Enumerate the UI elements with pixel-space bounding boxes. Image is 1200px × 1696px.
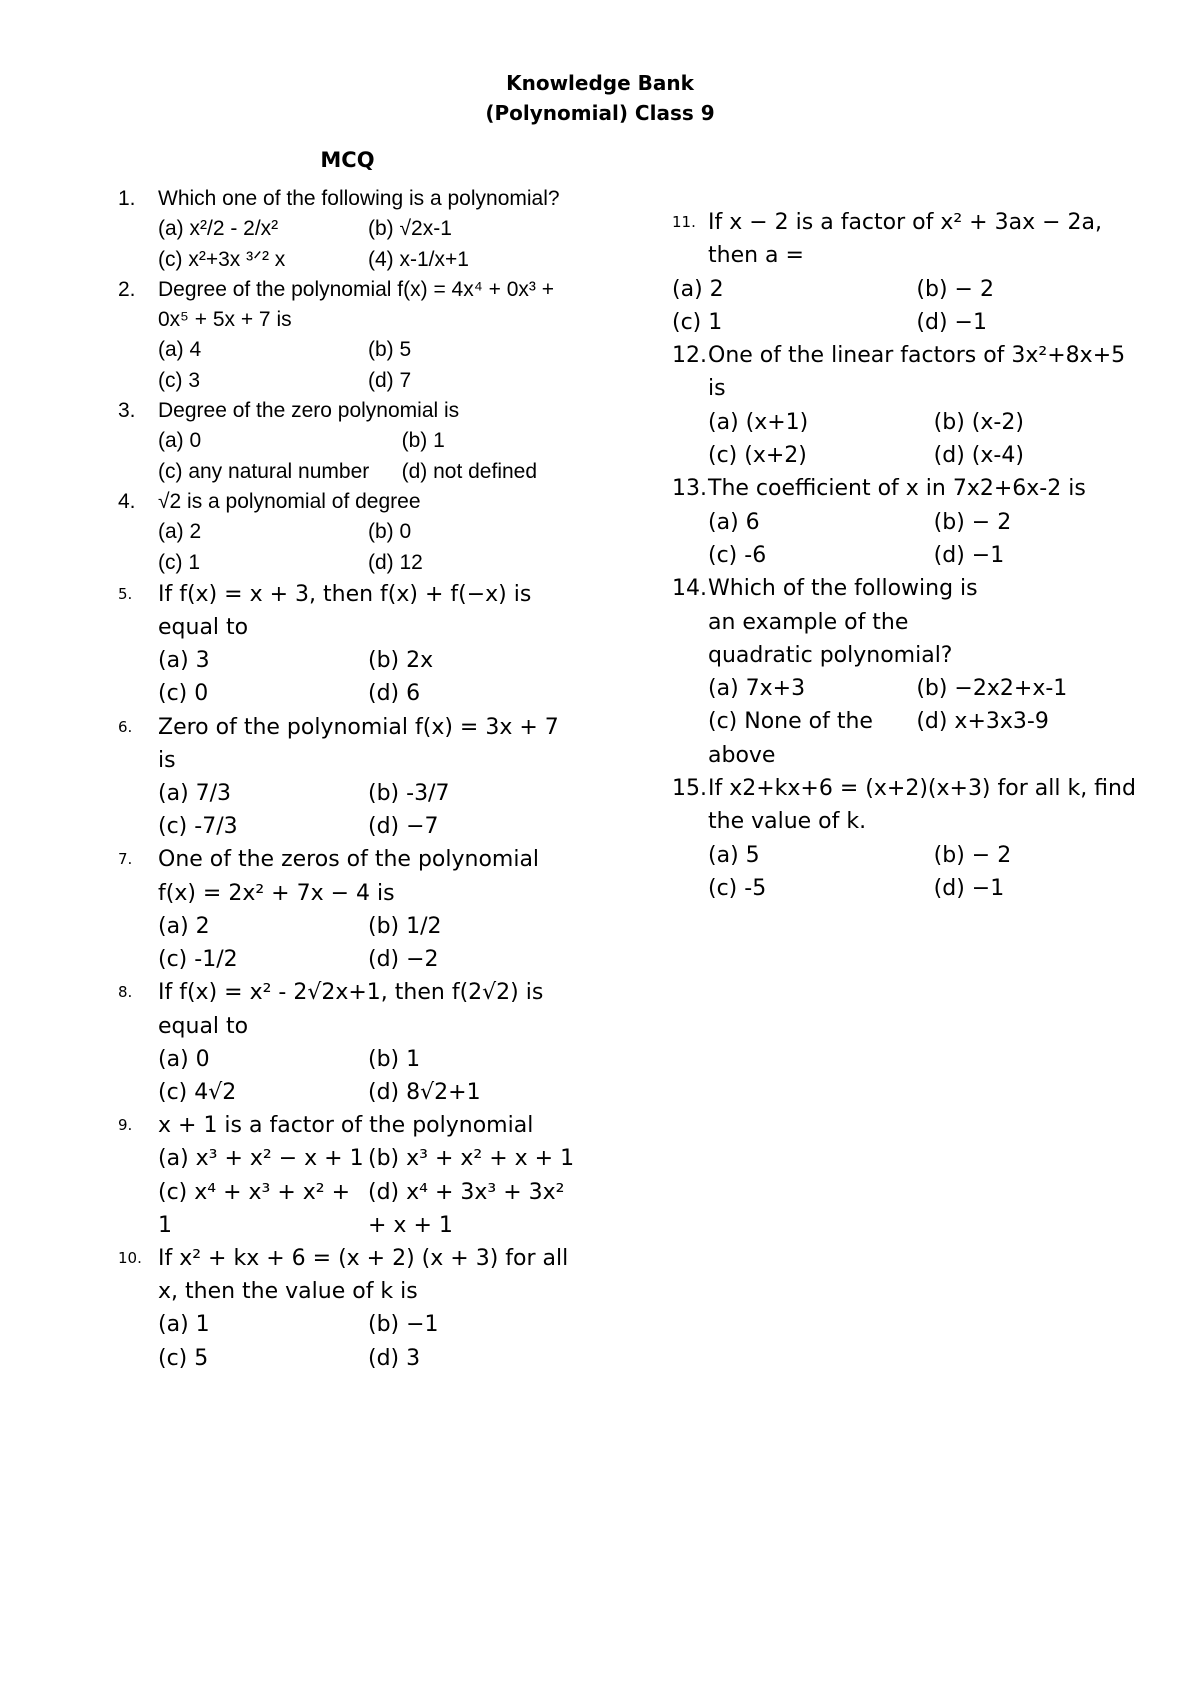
question-8	[118, 976, 578, 1109]
question-5	[118, 578, 578, 711]
option-a: (a) 1	[158, 1312, 210, 1338]
question-number: 4.	[118, 489, 136, 513]
option-a: (a) 7/3	[158, 781, 232, 807]
question-11	[672, 206, 1142, 273]
option-a: (a) 7x+3	[708, 676, 806, 702]
question-4	[118, 487, 578, 578]
option-d: (d) x⁴ + 3x³ + 3x² + x + 1	[368, 1179, 565, 1238]
question-7	[118, 843, 578, 976]
question-13	[672, 472, 1142, 572]
question-number: 11.	[672, 213, 696, 231]
question-number: 10.	[118, 1248, 142, 1267]
question-number: 13.	[672, 476, 707, 502]
question-text: One of the linear factors of 3x²+8x+5 is	[708, 343, 1126, 402]
option-d: (d) −1	[916, 309, 987, 335]
option-c: (c) 3	[158, 368, 200, 392]
option-c: (c) -5	[708, 875, 767, 901]
question-10	[118, 1242, 578, 1375]
option-b: (b) 5	[368, 338, 412, 362]
option-d: (d) −7	[368, 814, 439, 840]
option-a: (a) (x+1)	[708, 409, 809, 435]
option-d: (d) 3	[368, 1345, 421, 1371]
option-b: (b) −1	[368, 1312, 439, 1338]
option-c: (c) x⁴ + x³ + x² + 1	[158, 1179, 351, 1238]
document-title: Knowledge Bank	[506, 71, 694, 95]
document-header	[0, 68, 1200, 128]
option-b: (b) 1	[368, 1046, 421, 1072]
question-number: 15.	[672, 776, 707, 802]
question-number: 1.	[118, 187, 136, 210]
option-a: (a) 2	[158, 913, 210, 939]
question-number: 3.	[118, 399, 136, 423]
question-text: Zero of the polynomial f(x) = 3x + 7 is	[158, 714, 559, 773]
option-a: (a) x³ + x² − x + 1	[158, 1146, 364, 1172]
option-b: (b) 0	[368, 520, 412, 544]
option-d: (d) 6	[368, 681, 421, 707]
question-15	[672, 772, 1142, 905]
question-number: 2.	[118, 277, 136, 301]
question-text: One of the zeros of the polynomial f(x) = 2x² + 7x − 4 is	[158, 847, 540, 906]
question-6	[118, 711, 578, 844]
option-c: (c) -7/3	[158, 814, 238, 840]
option-d: (4) x-1/x+1	[368, 247, 469, 271]
option-b: (b) √2x-1	[368, 217, 452, 241]
question-number: 6.	[118, 717, 133, 736]
question-text: Which of the following is an example of the quadratic polynomial?	[708, 576, 978, 668]
option-c: (c) -1/2	[158, 947, 238, 973]
section-heading: MCQ	[320, 148, 375, 172]
option-a: (a) 2	[158, 520, 202, 544]
option-b: (b) − 2	[916, 276, 994, 302]
option-b: (b) 2x	[368, 648, 434, 674]
question-text: If x − 2 is a factor of x² + 3ax − 2a, then a =	[708, 210, 1102, 269]
option-b: (b) 1/2	[368, 913, 442, 939]
question-text: The coefficient of x in 7x2+6x-2 is	[708, 476, 1086, 502]
option-a: (a) 5	[708, 842, 760, 868]
option-d: (d) x+3x3-9	[916, 709, 1049, 735]
option-c: (c) 4√2	[158, 1079, 237, 1105]
question-number: 7.	[118, 850, 133, 869]
option-b: (b) − 2	[933, 842, 1012, 868]
question-text: Degree of the polynomial f(x) = 4x⁴ + 0x³ + 0x⁵ + 5x + 7 is	[158, 277, 554, 332]
option-d: (d) not defined	[401, 459, 538, 483]
option-c: (c) any natural number	[158, 459, 370, 483]
option-c: (c) 5	[158, 1345, 209, 1371]
option-d: (d) 8√2+1	[368, 1079, 481, 1105]
option-c: (c) 1	[158, 550, 200, 574]
option-b: (b) −2x2+x-1	[916, 676, 1068, 702]
question-text: √2 is a polynomial of degree	[158, 489, 421, 513]
option-c: (c) 0	[158, 681, 209, 707]
option-a: (a) 4	[158, 338, 202, 362]
question-text: Degree of the zero polynomial is	[158, 399, 460, 423]
question-9	[118, 1109, 578, 1242]
option-b: (b) x³ + x² + x + 1	[368, 1146, 575, 1172]
option-b: (b) -3/7	[368, 781, 450, 807]
option-a: (a) 2	[672, 276, 724, 302]
question-11-options	[672, 273, 1142, 340]
question-text: If f(x) = x + 3, then f(x) + f(−x) is equal to	[158, 581, 532, 641]
option-c: (c) 1	[672, 309, 723, 335]
question-number: 5.	[118, 584, 133, 603]
option-b: (b) 1	[401, 429, 445, 453]
option-c: (c) None of the above	[708, 709, 873, 768]
question-number: 9.	[118, 1116, 133, 1135]
question-3	[118, 396, 578, 487]
question-number: 8.	[118, 983, 133, 1002]
question-number: 12.	[672, 343, 707, 369]
option-a: (a) 6	[708, 509, 760, 535]
left-column	[118, 184, 578, 1375]
option-b: (b) (x-2)	[933, 409, 1024, 435]
option-c: (c) -6	[708, 542, 767, 568]
option-a: (a) 3	[158, 648, 210, 674]
option-d: (d) −1	[933, 875, 1005, 901]
question-text: If f(x) = x² - 2√2x+1, then f(2√2) is equal to	[158, 980, 544, 1039]
question-14	[672, 572, 1142, 772]
question-2	[118, 275, 578, 396]
option-a: (a) x²/2 - 2/x²	[158, 217, 279, 241]
option-c: (c) x²+3x ³ᐟ² x	[158, 247, 286, 271]
question-text: x + 1 is a factor of the polynomial	[158, 1113, 534, 1139]
option-d: (d) (x-4)	[933, 443, 1024, 469]
option-c: (c) (x+2)	[708, 443, 807, 469]
question-text: If x2+kx+6 = (x+2)(x+3) for all k, find the value of k.	[708, 776, 1136, 835]
question-1	[118, 184, 578, 275]
option-b: (b) − 2	[933, 509, 1012, 535]
option-d: (d) −2	[368, 947, 439, 973]
right-column	[672, 206, 1142, 905]
question-text: If x² + kx + 6 = (x + 2) (x + 3) for all x, then the value of k is	[158, 1245, 569, 1305]
option-d: (d) 12	[368, 550, 423, 574]
document-subtitle: (Polynomial) Class 9	[485, 101, 715, 125]
option-a: (a) 0	[158, 429, 202, 453]
question-number: 14.	[672, 576, 707, 602]
option-a: (a) 0	[158, 1046, 210, 1072]
option-d: (d) −1	[933, 542, 1005, 568]
option-d: (d) 7	[368, 368, 412, 392]
question-12	[672, 339, 1142, 472]
question-text: Which one of the following is a polynomial?	[158, 187, 560, 210]
